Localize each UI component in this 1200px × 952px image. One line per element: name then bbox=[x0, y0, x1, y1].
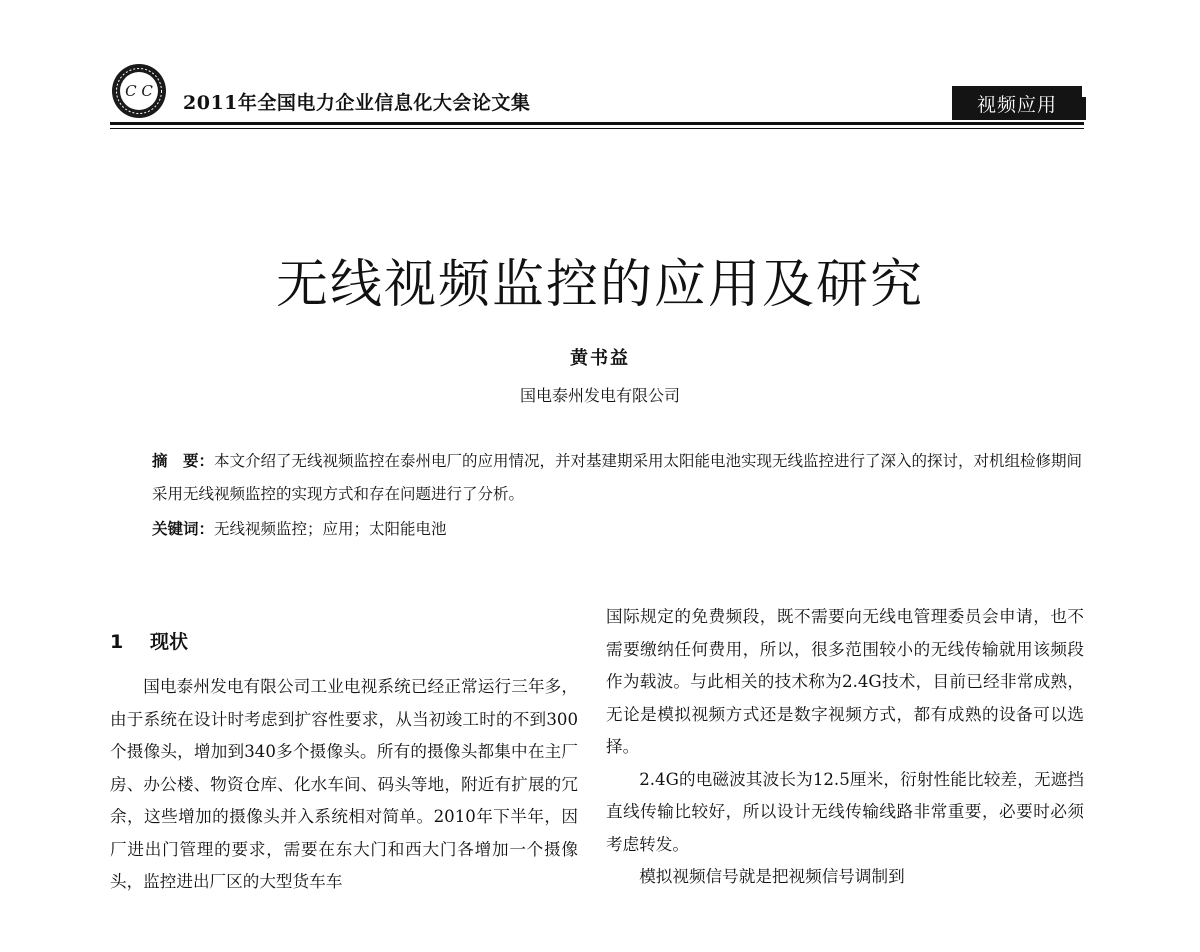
right-column bbox=[606, 601, 1084, 894]
author-affiliation: 国电泰州发电有限公司 bbox=[519, 386, 680, 405]
author-name: 黄书益 bbox=[570, 348, 630, 369]
proceedings-title: 2011年全国电力企业信息化大会论文集 bbox=[183, 92, 531, 114]
header-rule-thin bbox=[110, 128, 1084, 129]
header-rule bbox=[110, 122, 1084, 125]
svg-text:C C: C C bbox=[125, 82, 153, 100]
badge-notch bbox=[1082, 97, 1086, 120]
left-column bbox=[110, 671, 578, 899]
abstract bbox=[152, 445, 1087, 511]
conference-logo bbox=[110, 62, 168, 120]
section-heading bbox=[110, 627, 188, 654]
body-paragraph: 国电泰州发电有限公司工业电视系统已经正常运行三年多，由于系统在设计时考虑到扩容性要求，从当初竣工时的不到300个摄像头，增加到340多个摄像头。所有的摄像头都集中在主厂房、办公楼、物资仓库、化水车间、码头等地，附近有扩展的冗余，这些增加的摄像头并入系统相对简单。2010年下半年，因厂进出门管理的要求，需要在东大门和西大门各增加一个摄像头，监控进出厂区的大型货车车 bbox=[110, 677, 578, 891]
abstract-label: 摘 要： bbox=[152, 452, 215, 470]
keywords-text: 无线视频监控；应用；太阳能电池 bbox=[214, 520, 447, 538]
body-paragraph: 2.4G的电磁波其波长为12.5厘米，衍射性能比较差，无遮挡直线传输比较好，所以设计无线传输线路非常重要，必要时必须考虑转发。 bbox=[606, 769, 1084, 854]
abstract-text: 本文介绍了无线视频监控在泰州电厂的应用情况，并对基建期采用太阳能电池实现无线监控进行了深入的探讨，对机组检修期间采用无线视频监控的实现方式和存在问题进行了分析。 bbox=[152, 452, 1083, 503]
section-badge: 视频应用 bbox=[952, 86, 1082, 120]
keywords bbox=[152, 513, 1087, 546]
section-title: 现状 bbox=[150, 631, 189, 653]
section-number: 1 bbox=[110, 631, 124, 653]
body-paragraph-continued: 国际规定的免费频段，既不需要向无线电管理委员会申请，也不需要缴纳任何费用，所以，很多范围较小的无线传输就用该频段作为载波。与此相关的技术称为2.4G技术，目前已经非常成熟，无论是模拟视频方式还是数字视频方式，都有成熟的设备可以选择。 bbox=[606, 607, 1084, 756]
body-paragraph: 模拟视频信号就是把视频信号调制到 bbox=[639, 867, 905, 886]
keywords-label: 关键词： bbox=[152, 520, 215, 538]
paper-title: 无线视频监控的应用及研究 bbox=[275, 255, 924, 315]
